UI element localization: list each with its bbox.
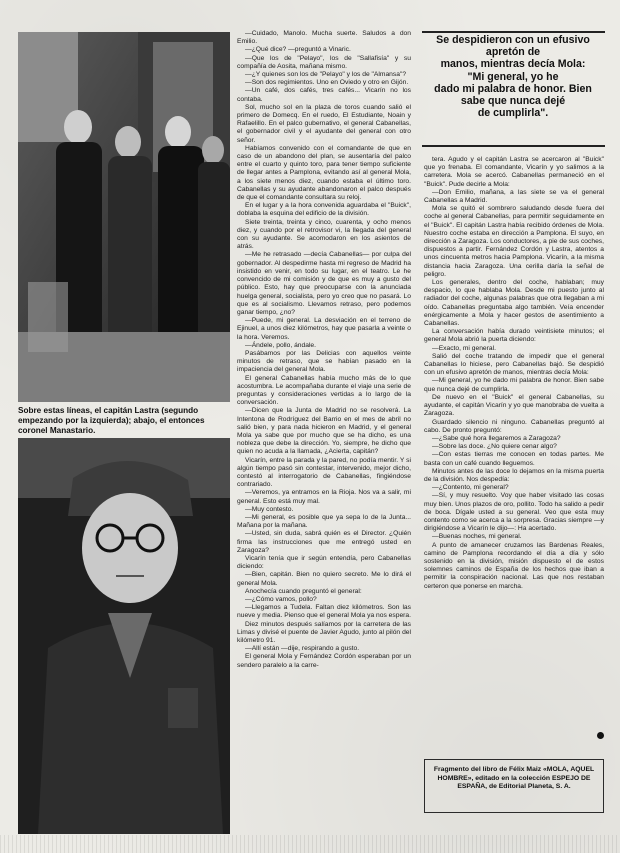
article-paragraph: Habíamos convenido con el comandante de que en caso de un abandono del plan, se ausentaría del palco entre el cuarto y quinto toro, para tener tiempo suficiente de llegar antes a Pamplona, evitando así al general Mola, a los siete menos diez, cuando estaba el último toro. Cabanellas y su ayudante abandonaron el palco después de que el comandante consultara su reloj. [237,144,411,202]
pull-quote-headline [422,34,604,119]
article-paragraph: Anochecía cuando preguntó el general: [245,587,362,595]
article-paragraph: —Don Emilio, mañana, a las siete se va el general Cabanellas a Madrid. [424,188,604,205]
article-paragraph: —Puede, mi general. La desviación en el terreno de Ejinuel, a unos diez kilómetros, hay que pasarla a veinte o la hora. Veremos. [237,317,411,341]
article-paragraph: Minutos antes de las doce lo dejamos en la misma puerta de la división. Nos despedía: [424,467,604,483]
print-edge-texture [0,835,620,853]
headline-line: "Mi general, yo he [467,70,559,83]
article-paragraph: —Bien, capitán. Bien no quiero secreto. Me lo dirá el general Mola. [237,571,411,587]
photo-caption: Sobre estas líneas, el capitán Lastra (segundo empezando por la izquierda); abajo, el entonces coronel Manastario. [18,406,205,435]
article-paragraph: —Cuidado, Manolo. Mucha suerte. Saludos a don Emilio. [237,30,411,46]
article-paragraph: Siete treinta, treinta y cinco, cuarenta, y ocho menos diez, y cuando por el retrovisor vi, la llegada del general con su ayudante. Se acomodaron en los asientos de atrás. [237,218,411,251]
article-paragraph: —Ándele, pollo, ándale. [245,341,317,349]
book-credit-box: Fragmento del libro de Félix Maiz «MOLA, AQUEL HOMBRE», editado en la colección ESPEJO DE ESPAÑA, de Editorial Planeta, S. A. [424,759,604,813]
photo-officers-image [18,32,230,402]
article-paragraph: —Buenas noches, mi general. [432,533,522,541]
article-paragraph: —Son dos regimientos. Uno en Oviedo y otro en Gijón. [245,79,409,87]
headline-line: manos, mientras decía Mola: [440,58,586,71]
article-paragraph: El general Mola y Fernández Cordón esperaban por un sendero paralelo a la carre- [237,653,411,669]
article-paragraph: Los generales, dentro del coche, hablaban; muy despacio, lo que hablaba Mola. Desde mi puesto junto al radiador del coche, algunas palabras que otra llegaban a mi oído. Cabanellas preguntaba algo también. Veía encender enérgicamente a Mola y hacer gestos de asentimiento a Cabanellas. [424,279,604,328]
article-paragraph: —Que los de "Pelayo", los de "Sallafisía" y su compañía de Aosita, mañana mismo. [237,54,411,70]
article-paragraph: —¿Cómo vamos, pollo? [245,596,317,604]
article-paragraph: tera. Agudo y el capitán Lastra se acercaron al "Buick" que yo frenaba. El comandante, Vicarín y yo salimos a la carretera. Mola se acercó. Cabanellas permaneció en el "Buick". Pude decirle a Mola: [424,156,604,188]
article-paragraph: Pasábamos por las Delicias con aquellos veinte minutos de retraso, que se habían pasado en la impaciencia del general Mola. [237,349,411,374]
article-paragraph: —Sí, y muy resuelto. Voy que haber visitado las cosas muy bien. Unos plazos de oro, pollito. Todo ha salido a pedir de boca. Dígale usted a su general. Veo que esta muy contento como se acerca a la sorpresa. Gracias siempre —y dirigiéndose a Vicarín le dijo—: Ha acertado. [424,492,604,533]
article-paragraph: —Mi general, es posible que ya sepa lo de la Junta... Mañana por la mañana. [237,513,411,530]
article-paragraph: —Sobre las doce. ¿No quiere cenar algo? [432,443,557,451]
article-paragraph: —Un café, dos cafés, tres cafés... Vicarín no los contaba. [237,87,411,103]
article-paragraph: —Me he retrasado —decía Cabanellas— por culpa del gobernador. Al despedirme hasta mi regreso de Madrid ha insistido en venir, en todo su lugar, en el teatro. Le he convencido de mi comisión y de que es muy a gusto del público. Esto, hay que preocuparse con la anunciada huelga general, socialista, pero yo creo que no pasará. Lo que es al socialismo. Llevamos retraso, pero podemos ganar tiempo, ¿no? [237,251,411,316]
article-paragraph: —Allí están —dije, respirando a gusto. [245,645,360,653]
article-paragraph: —Exacto, mi general. [432,344,496,352]
article-paragraph: Salió del coche tratando de impedir que el general Cabanellas lo hiciese, pero Cabanellas bajó. Se despidió con un efusivo apretón de manos, mientras decía Mola: [424,352,604,377]
headline-rule-bottom [422,145,605,147]
headline-line: apretón de [485,46,541,59]
article-paragraph: Sol, mucho sol en la plaza de toros cuando salió el primero de Domecq. En el ruedo, El Estudiante, Noain y Rafaelillo. En el palco gubernativo, el general Cabanellas, el gobernador civil y el ayudante del general con otro señor. [237,103,411,144]
article-paragraph: —¿Y quienes son los de "Pelayo" y los de "Almansa"? [245,71,407,79]
article-paragraph: —¿Contento, mi general? [432,484,509,492]
article-paragraph: —Muy contesto. [245,505,294,513]
headline-line: de cumplirla". [477,107,549,120]
article-paragraph: La conversación había durado veintisiete minutos; el general Mola abrió la puerta diciendo: [424,328,604,344]
article-paragraph: —Usted, sin duda, sabrá quién es el Director. ¿Quién firma las instrucciones que me entregó usted en Zaragoza? [237,530,411,554]
article-paragraph: En el lugar y a la hora convenida aguardaba el "Buick", doblaba la esquina del edificio de la división. [237,202,411,218]
article-paragraph: Mola se quitó el sombrero saludando desde fuera del coche al general Cabanellas, para permitir seguidamente en el "Buick". El capitán Lastra había recibido órdenes de Mola. Nuestro coche estaba en dirección a Pamplona. El suyo, en dirección a Zaragoza. Los conductores, a pie de sus coches, dispuestos a partir. Fernández Cordón y Lastra, atentos a unos cincuenta metros hacia Pamplona. Vicarín, a la misma distancia hacia Zaragoza. Una cerilla daría la señal de peligro. [424,205,604,278]
article-paragraph: —Mi general, yo he dado mi palabra de honor. Bien sabe que nunca dejé de cumplirla. [424,377,604,393]
article-paragraph: —Veremos, ya entramos en la Rioja. Nos va a salir, mi general. Esto está muy mal. [237,489,411,505]
article-paragraph: Guardado silencio ni ninguno. Cabanellas preguntó al cabo. De pronto preguntó: [424,418,604,434]
article-paragraph: Vicarín, entre la parada y la pared, no podía mentir. Y si algún tiempo pasó sin contestar, intervenido, mejor dicho, contestó al interrogatorio de Cabanellas, fingiéndose contrariado. [237,456,411,489]
headline-line: sabe que nunca dejé [460,95,566,108]
photo-officers-walking [18,32,230,402]
article-paragraph: Vicarín tenía que ir según entendía, pero Cabanellas diciendo: [237,555,411,571]
article-paragraph: —¿Sabe qué hora llegaremos a Zaragoza? [432,434,561,442]
photo-coronel-portrait [18,438,230,834]
end-mark-icon [597,732,604,739]
article-column-middle [237,30,411,836]
headline-line: Se despidieron con un efusivo [436,34,590,46]
article-paragraph: Diez minutos después salíamos por la carretera de las Limas y divisé el puente de Javier Agudo, junto al pilón del kilómetro 91. [237,620,411,645]
headline-line: dado mi palabra de honor. Bien [434,82,592,95]
article-column-right [424,156,604,736]
article-paragraph: A punto de amanecer cruzamos las Bardenas Reales, camino de Pamplona recordando el día a día y sólo sostenido en la división, misión dispuesto el de estos solemnes caminos de España de los hechos que iban a permitir la conspiración nacional. Las que nos restaban certeron que ponerse en marcha. [424,541,604,590]
photo-portrait-image [18,438,230,834]
article-paragraph: El general Cabanellas había mucho más de lo que acostumbra. Le acompañaba durante el viaje una serie de preguntas y consideraciones vertidas a lo largo de la conversación. [237,374,411,407]
headline-rule-top [422,31,605,33]
article-paragraph: De nuevo en el "Buick" el general Cabanellas, su ayudante, el capitán Vicarín y yo que manobraba de vuelta a Zaragoza. [424,393,604,418]
article-paragraph: —Llegamos a Tudela. Faltan diez kilómetros. Son las nueve y media. Pienso que el general Mola ya nos espera. [237,604,411,620]
article-paragraph: —Con estas tierras me conocen en todas partes. Me basta con un café cuando lleguemos. [424,451,604,467]
article-paragraph: —Dicen que la Junta de Madrid no se resolverá. La Intentona de Rodríguez del Barrio en el mes de abril no salió bien, y para nada hicieron en Madrid, y el general Mola ya sabe que por mucho que se ha dicho, es una nobleza que debe la dirección. Yo, siempre, he dicho que quien no acuda a la llamada, ¿Acierta, capitán? [237,407,411,456]
article-paragraph: —¿Qué dice? —preguntó a Vinaric. [245,46,351,54]
